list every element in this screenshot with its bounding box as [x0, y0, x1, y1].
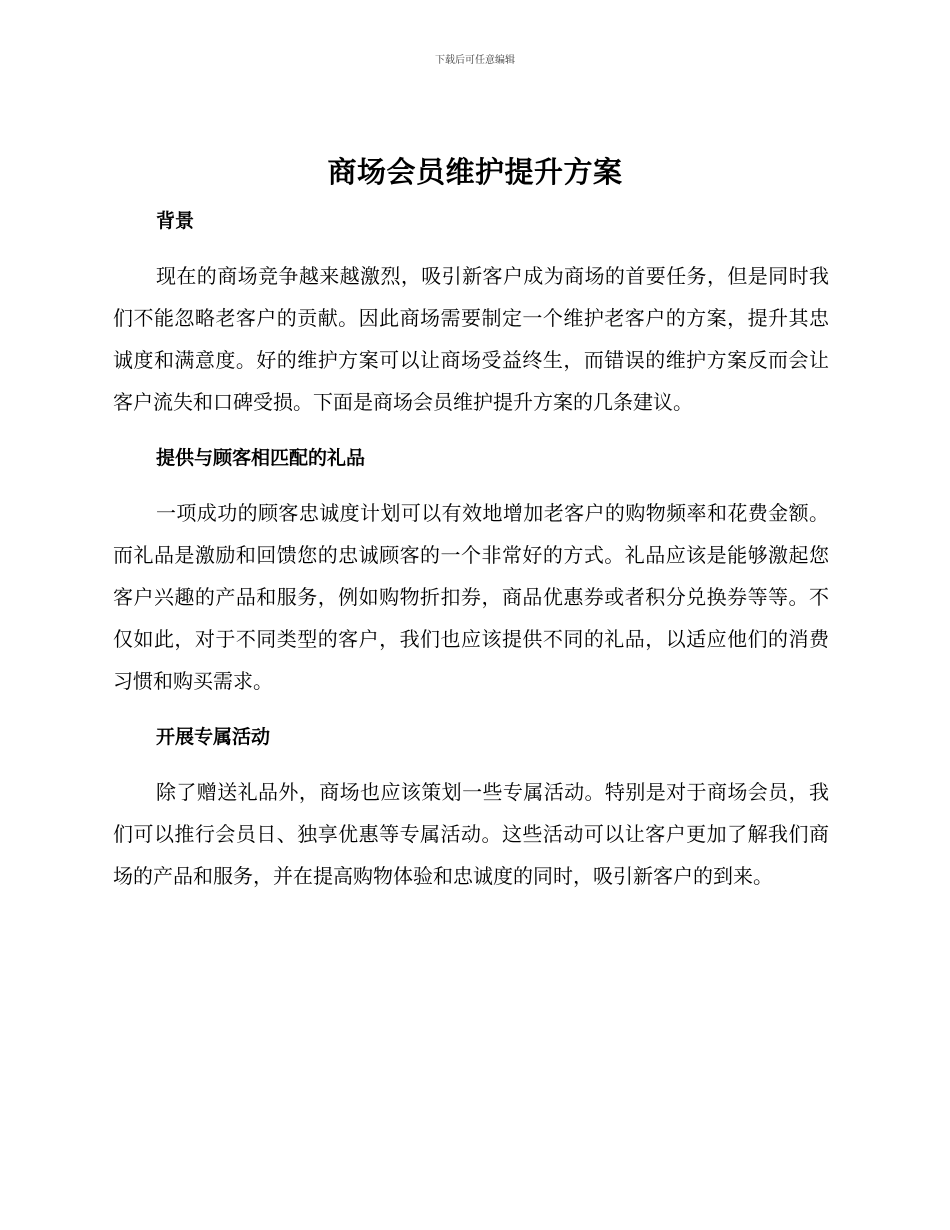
section-heading: 开展专属活动 — [156, 726, 271, 748]
document-content — [113, 203, 829, 897]
section-heading: 提供与顾客相匹配的礼品 — [156, 447, 366, 469]
section-gifts — [113, 440, 829, 702]
section-paragraph: 除了赠送礼品外，商场也应该策划一些专属活动。特别是对于商场会员，我们可以推行会员日、独享优惠等专属活动。这些活动可以让客户更加了解我们商场的产品和服务，并在提高购物体验和忠诚度的同时，吸引新客户的到来。 — [113, 780, 829, 888]
section-paragraph: 现在的商场竞争越来越激烈，吸引新客户成为商场的首要任务，但是同时我们不能忽略老客户的贡献。因此商场需要制定一个维护老客户的方案，提升其忠诚度和满意度。好的维护方案可以让商场受益终生，而错误的维护方案反而会让客户流失和口碑受损。下面是商场会员维护提升方案的几条建议。 — [113, 264, 829, 414]
document-title: 商场会员维护提升方案 — [327, 155, 623, 189]
section-heading: 背景 — [156, 210, 195, 232]
section-exclusive-events — [113, 719, 829, 897]
section-paragraph: 一项成功的顾客忠诚度计划可以有效地增加老客户的购物频率和花费金额。而礼品是激励和回馈您的忠诚顾客的一个非常好的方式。礼品应该是能够激起您客户兴趣的产品和服务，例如购物折扣券，商品优惠券或者积分兑换券等等。不仅如此，对于不同类型的客户，我们也应该提供不同的礼品，以适应他们的消费习惯和购买需求。 — [113, 501, 829, 693]
section-background — [113, 203, 829, 423]
header-note: 下载后可任意编辑 — [435, 55, 515, 66]
